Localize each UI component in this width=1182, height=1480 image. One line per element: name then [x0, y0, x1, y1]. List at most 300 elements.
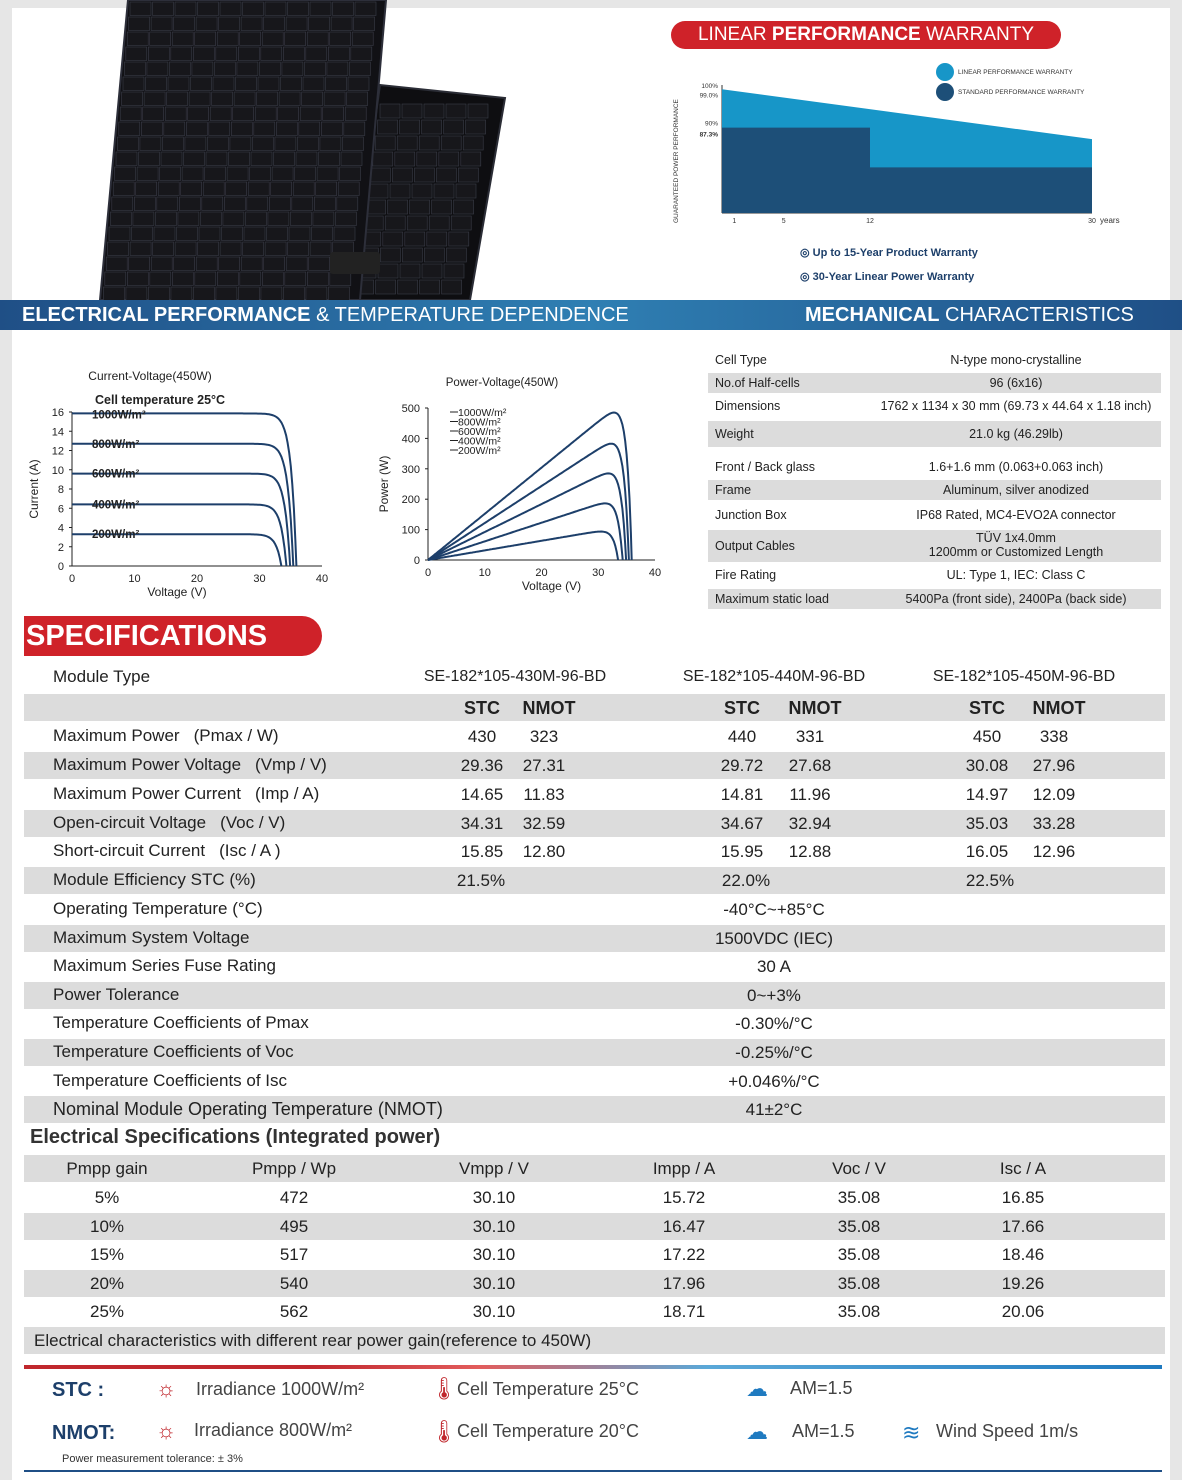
specifications-title: SPECIFICATIONS: [24, 616, 322, 656]
panel-cell: [133, 212, 154, 226]
panel-cell: [269, 197, 290, 211]
common-spec-label: Nominal Module Operating Temperature (NMOT): [53, 1099, 443, 1119]
banner-left-rest: & TEMPERATURE DEPENDENCE: [310, 304, 629, 326]
legend-label-standard: STANDARD PERFORMANCE WARRANTY: [958, 89, 1085, 96]
panel-cell: [216, 47, 237, 61]
iv-ylabel: Current (A): [27, 459, 41, 519]
panel-cell: [117, 137, 138, 151]
panel-cell: [182, 167, 203, 181]
spec-label-unit: (Voc / V): [220, 813, 286, 832]
integrated-cell: 30.10: [472, 1216, 516, 1236]
stc-value: 14.65: [460, 785, 504, 804]
panel-cell: [177, 227, 198, 241]
iv-series-label: 200W/m²: [92, 529, 140, 542]
panel-cell: [103, 287, 124, 300]
stc-value: 35.03: [965, 814, 1009, 833]
spec-label-name: Short-circuit Current: [53, 841, 206, 860]
panel-cell: [191, 77, 212, 91]
integrated-cell: 15%: [89, 1245, 125, 1264]
panel-cell: [217, 272, 238, 286]
panel-cell: [424, 248, 444, 262]
nmot-value: 331: [795, 727, 825, 746]
panel-cell: [129, 257, 150, 271]
mechanical-row: [708, 505, 1161, 525]
mechanical-row: [708, 565, 1161, 585]
integrated-cell: 35.08: [837, 1188, 881, 1207]
panel-cell: [169, 62, 190, 76]
panel-cell: [400, 120, 420, 134]
panel-cell: [258, 77, 279, 91]
nmot-value: 33.28: [1032, 814, 1076, 833]
panel-cell: [278, 107, 299, 121]
integrated-cell: 20.06: [1001, 1302, 1045, 1321]
panel-cell: [238, 47, 259, 61]
thermometer-icon: 🌡: [430, 1376, 458, 1401]
nmot-value: 12.09: [1032, 785, 1076, 804]
integrated-header: Voc / V: [832, 1159, 886, 1178]
panel-cell: [224, 197, 245, 211]
common-spec-label: Temperature Coefficients of Isc: [53, 1071, 288, 1090]
iv-ytick-label: 12: [51, 445, 64, 458]
common-spec-label: Operating Temperature (°C): [53, 899, 263, 918]
section-banner: [0, 300, 1182, 330]
panel-cell: [275, 137, 296, 151]
panel-cell: [226, 182, 247, 196]
spec-row: [24, 838, 1165, 865]
panel-cell: [468, 104, 488, 118]
common-spec-row: [24, 925, 1165, 952]
integrated-cell: 30.10: [472, 1273, 516, 1293]
panel-cell: [312, 227, 333, 241]
junction-box: [330, 252, 380, 274]
panel-cell: [113, 182, 134, 196]
panel-cell: [174, 17, 195, 31]
model-name: SE-182*105-430M-96-BD: [423, 668, 607, 685]
integrated-note: Electrical characteristics with different rear power gain(reference to 450W): [34, 1331, 592, 1350]
warranty-xunit: years: [1100, 216, 1120, 225]
common-spec-row: [24, 896, 1165, 923]
iv-xtick-label: 40: [315, 573, 329, 585]
panel-cell: [171, 287, 192, 300]
legend-label-linear: LINEAR PERFORMANCE WARRANTY: [958, 69, 1073, 76]
mechanical-row: [708, 396, 1161, 416]
panel-cell: [446, 248, 466, 262]
banner-left: [22, 300, 629, 330]
panel-cell: [206, 152, 227, 166]
panel-cell: [244, 227, 265, 241]
pv-legend-label: 400W/m²: [458, 435, 501, 448]
integrated-cell: 15.72: [662, 1188, 706, 1207]
panel-cell: [456, 184, 476, 198]
stc-value: 30.08: [965, 756, 1009, 775]
panel-cell: [422, 120, 442, 134]
efficiency-value: 22.0%: [721, 871, 771, 890]
panel-cell: [283, 47, 304, 61]
panel-cell: [199, 227, 220, 241]
mechanical-key: Maximum static load: [715, 592, 829, 606]
panel-cell: [341, 152, 362, 166]
panel-cell: [375, 136, 395, 150]
panel-cell: [293, 182, 314, 196]
integrated-cell: 35.08: [837, 1302, 881, 1321]
panel-cell: [220, 242, 241, 256]
panel-cell: [306, 287, 327, 300]
panel-cell: [330, 32, 351, 46]
mechanical-value: Aluminum, silver anodized: [943, 483, 1089, 497]
panel-cell: [175, 2, 196, 16]
iv-xtick-label: 10: [128, 573, 141, 585]
panel-cell: [302, 92, 323, 106]
stc-cell-temperature: Cell Temperature 25°C: [457, 1379, 639, 1399]
tolerance-note: Power measurement tolerance: ± 3%: [62, 1453, 243, 1465]
panel-cell: [274, 152, 295, 166]
panel-cell: [444, 120, 464, 134]
thermometer-icon: 🌡: [430, 1419, 458, 1444]
iv-chart-title: Current-Voltage(450W): [88, 369, 212, 383]
nmot-value: 11.96: [789, 785, 831, 804]
common-spec-value: 1500VDC (IEC): [714, 929, 834, 948]
panel-cell: [351, 47, 372, 61]
panel-cell: [212, 92, 233, 106]
nmot-header: NMOT: [1032, 698, 1086, 718]
pv-xlabel: Voltage (V): [521, 579, 582, 593]
panel-cell: [345, 107, 366, 121]
integrated-row: [24, 1184, 1165, 1211]
integrated-cell: 25%: [89, 1302, 125, 1321]
panel-cell: [123, 77, 144, 91]
bottom-line: [24, 1470, 1162, 1472]
sun-icon: ☼: [156, 1376, 177, 1401]
panel-cell: [231, 122, 252, 136]
panel-cell: [420, 280, 440, 294]
module-type-row: [24, 664, 1165, 691]
stc-value: 450: [972, 727, 1002, 746]
panel-cell: [179, 197, 200, 211]
panel-cell: [234, 92, 255, 106]
panel-cell: [153, 2, 174, 16]
panel-cell: [134, 197, 155, 211]
integrated-header: Pmpp gain: [66, 1159, 148, 1178]
panel-cell: [165, 107, 186, 121]
stc-value: 34.31: [460, 814, 504, 833]
panel-cell: [310, 2, 331, 16]
panel-cell: [436, 168, 456, 182]
integrated-cell: 5%: [94, 1188, 120, 1207]
panel-cell: [283, 287, 304, 300]
panel-cell: [279, 92, 300, 106]
integrated-row: [24, 1270, 1165, 1297]
panel-cell: [185, 137, 206, 151]
panel-cell: [126, 47, 147, 61]
integrated-cell: 16.85: [1001, 1188, 1045, 1207]
warranty-ylabel: GUARANTEED POWER PERFORMANCE: [673, 99, 680, 223]
panel-cell: [193, 287, 214, 300]
panel-cell: [181, 182, 202, 196]
warranty-title-post: WARRANTY: [920, 24, 1035, 45]
nmot-value: 27.31: [522, 756, 566, 775]
panel-cell: [189, 92, 210, 106]
mechanical-key: Frame: [715, 483, 752, 497]
panel-cell: [310, 242, 331, 256]
nmot-value: 32.94: [788, 814, 832, 833]
panel-cell: [161, 152, 182, 166]
stc-nmot-header-row: [24, 694, 1165, 721]
mechanical-value: IP68 Rated, MC4-EVO2A connector: [916, 508, 1116, 522]
panel-cell: [267, 227, 288, 241]
iv-ytick-label: 6: [57, 503, 64, 516]
common-spec-value: -40°C~+85°C: [723, 900, 825, 919]
iv-curve: [72, 474, 290, 566]
badge-icon: ◎: [800, 271, 810, 283]
mechanical-row: [708, 373, 1161, 393]
panel-cell: [243, 2, 264, 16]
common-spec-row: [24, 1010, 1165, 1037]
integrated-header: Pmpp / Wp: [251, 1159, 337, 1178]
panel-cell: [219, 257, 240, 271]
panel-cell: [236, 77, 257, 91]
model-name: SE-182*105-450M-96-BD: [932, 668, 1116, 685]
stc-value: 29.72: [720, 756, 764, 775]
panel-cell: [122, 92, 143, 106]
panel-cell: [261, 47, 282, 61]
panel-cell: [286, 257, 307, 271]
panel-cell: [265, 2, 286, 16]
common-spec-label: Temperature Coefficients of Pmax: [53, 1013, 309, 1032]
mechanical-key: No.of Half-cells: [715, 376, 800, 390]
nmot-value: 12.88: [788, 842, 832, 861]
nmot-value: 27.96: [1032, 756, 1076, 775]
mechanical-value: 1762 x 1134 x 30 mm (69.73 x 44.64 x 1.18 inch): [880, 399, 1152, 413]
integrated-cell: 35.08: [837, 1273, 881, 1293]
warranty-xtick: 30: [1088, 218, 1096, 225]
panel-cell: [248, 182, 269, 196]
common-spec-value: -0.25%/°C: [735, 1043, 813, 1062]
warranty-title: [671, 21, 1061, 49]
integrated-cell: 562: [279, 1302, 309, 1321]
panel-cell: [349, 62, 370, 76]
efficiency-row: [24, 867, 1165, 894]
panel-cell: [252, 137, 273, 151]
common-spec-label: Temperature Coefficients of Voc: [53, 1042, 294, 1061]
badge-product-text: Up to 15-Year Product Warranty: [812, 247, 978, 259]
integrated-cell: 540: [279, 1273, 309, 1293]
panel-cell: [390, 184, 410, 198]
panel-cell: [451, 216, 471, 230]
warranty-title-pre: LINEAR: [697, 24, 772, 45]
nmot-cell-temperature: Cell Temperature 20°C: [457, 1421, 639, 1441]
spec-label: [53, 841, 281, 861]
integrated-cell: 17.96: [662, 1273, 706, 1293]
panel-cell: [290, 212, 311, 226]
panel-cell: [376, 280, 396, 294]
panel-cell: [220, 2, 241, 16]
stc-air-mass: AM=1.5: [790, 1378, 853, 1398]
panel-cell: [368, 184, 388, 198]
panel-cell: [444, 264, 464, 278]
panel-cell: [395, 152, 415, 166]
panel-cell: [300, 107, 321, 121]
spec-label: [53, 755, 327, 775]
common-spec-row: [24, 1068, 1165, 1095]
common-spec-value: 0~+3%: [747, 986, 801, 1005]
panel-cell: [126, 287, 147, 300]
panel-cell: [454, 200, 474, 214]
panel-cell: [184, 152, 205, 166]
panel-cell: [254, 122, 275, 136]
mechanical-value: UL: Type 1, IEC: Class C: [946, 568, 1086, 582]
module-type-label: Module Type: [53, 667, 151, 686]
nmot-label: NMOT:: [52, 1422, 116, 1444]
panel-cell: [285, 32, 306, 46]
banner-right: [805, 300, 1134, 330]
pv-ytick-label: 100: [401, 524, 420, 537]
panel-cell: [213, 77, 234, 91]
panel-cell: [237, 62, 258, 76]
pv-ytick-label: 300: [401, 463, 420, 476]
panel-cell: [238, 287, 259, 300]
pv-xtick-label: 20: [535, 567, 548, 579]
pv-ytick-label: 200: [401, 494, 420, 507]
pv-chart: [370, 370, 690, 610]
panel-cell: [338, 182, 359, 196]
panel-cell: [147, 62, 168, 76]
common-spec-value: -0.30%/°C: [735, 1014, 813, 1033]
panel-cell: [292, 197, 313, 211]
integrated-header-row: [24, 1155, 1165, 1182]
panel-cell: [196, 17, 217, 31]
iv-series-label: 600W/m²: [92, 468, 140, 481]
integrated-cell: 17.66: [1001, 1216, 1045, 1236]
panel-cell: [210, 107, 231, 121]
stc-value: 14.97: [965, 785, 1009, 804]
panel-cell: [195, 272, 216, 286]
spec-row: [24, 810, 1165, 837]
panel-cell: [380, 248, 400, 262]
pv-ylabel: Power (W): [377, 455, 391, 513]
panel-cell: [388, 200, 408, 214]
panel-cell: [424, 104, 444, 118]
panel-cell: [186, 122, 207, 136]
panel-cell: [264, 17, 285, 31]
warranty-ytick: 99.0%: [699, 92, 718, 100]
panel-cell: [271, 182, 292, 196]
panel-cell: [342, 137, 363, 151]
iv-ytick-label: 14: [51, 426, 64, 439]
warranty-badge-product: [800, 246, 978, 259]
integrated-cell: 517: [279, 1245, 309, 1264]
panel-cell: [257, 92, 278, 106]
integrated-row: [24, 1298, 1165, 1325]
warranty-xtick: 5: [781, 218, 786, 225]
panel-cell: [203, 182, 224, 196]
spec-label: [53, 726, 279, 746]
mechanical-value-line2: 1200mm or Customized Length: [928, 545, 1104, 559]
panel-cell: [380, 104, 400, 118]
common-spec-row: [24, 982, 1165, 1009]
panel-cell: [172, 32, 193, 46]
panel-cell: [410, 200, 430, 214]
panel-cell: [167, 92, 188, 106]
solar-panel-image: [60, 0, 520, 300]
panel-cell: [285, 272, 306, 286]
mechanical-value: 21.0 kg (46.29lb): [969, 426, 1063, 441]
panel-cell: [313, 212, 334, 226]
mechanical-value: 1.6+1.6 mm (0.063+0.063 inch): [928, 459, 1104, 474]
mechanical-row: [708, 480, 1161, 500]
panel-cell: [160, 167, 181, 181]
panel-cell: [316, 182, 337, 196]
panel-cell: [112, 197, 133, 211]
panel-cell: [419, 136, 439, 150]
panel-cell: [340, 167, 361, 181]
warranty-title-bold: PERFORMANCE: [771, 24, 921, 45]
panel-cell: [148, 47, 169, 61]
integrated-cell: 19.26: [1001, 1273, 1045, 1293]
panel-cell: [130, 2, 151, 16]
panel-cell: [130, 242, 151, 256]
panel-cell: [344, 122, 365, 136]
panel-cell: [151, 257, 172, 271]
panel-cell: [432, 200, 452, 214]
panel-cell: [296, 152, 317, 166]
common-spec-row: [24, 1039, 1165, 1066]
warranty-xtick: 12: [866, 218, 874, 225]
panel-cell: [175, 242, 196, 256]
panel-cell: [214, 62, 235, 76]
panel-cell: [207, 137, 228, 151]
panel-cell: [251, 152, 272, 166]
mechanical-row: [708, 530, 1161, 562]
common-spec-value: 41±2°C: [745, 1100, 803, 1119]
panel-cell: [314, 197, 335, 211]
panel-cell: [105, 272, 126, 286]
panel-cell: [245, 212, 266, 226]
spec-label: [53, 813, 285, 833]
iv-chart-subtitle: Cell temperature 25°C: [95, 393, 226, 407]
common-spec-row: [24, 953, 1165, 980]
panel-cell: [337, 197, 358, 211]
integrated-header: Vmpp / V: [459, 1159, 529, 1178]
spec-label-unit: (Isc / A ): [219, 841, 281, 860]
stc-value: 440: [727, 727, 757, 746]
iv-xlabel: Voltage (V): [147, 585, 207, 599]
panel-cell: [233, 107, 254, 121]
common-spec-label: Maximum Series Fuse Rating: [53, 956, 276, 975]
panel-cell: [400, 264, 420, 278]
panel-cell: [398, 280, 418, 294]
panel-cell: [127, 272, 148, 286]
panel-cell: [198, 2, 219, 16]
panel-cell: [172, 272, 193, 286]
integrated-note-row: [24, 1327, 1165, 1354]
stc-value: 15.85: [460, 842, 504, 861]
integrated-header: Impp / A: [652, 1159, 716, 1178]
panel-cell: [143, 107, 164, 121]
spec-label-name: Maximum Power Voltage: [53, 755, 242, 774]
integrated-cell: 30.10: [472, 1188, 516, 1207]
panel-cell: [124, 62, 145, 76]
warranty-ytick: 100%: [701, 83, 718, 90]
panel-cell: [402, 248, 422, 262]
panel-cell: [412, 184, 432, 198]
mechanical-row: [708, 421, 1161, 447]
panel-cell: [307, 32, 328, 46]
panel-cell: [378, 264, 398, 278]
nmot-value: 11.83: [523, 785, 565, 804]
panel-cell: [119, 122, 140, 136]
mechanical-key: Output Cables: [715, 538, 795, 553]
efficiency-value: 21.5%: [456, 871, 506, 890]
